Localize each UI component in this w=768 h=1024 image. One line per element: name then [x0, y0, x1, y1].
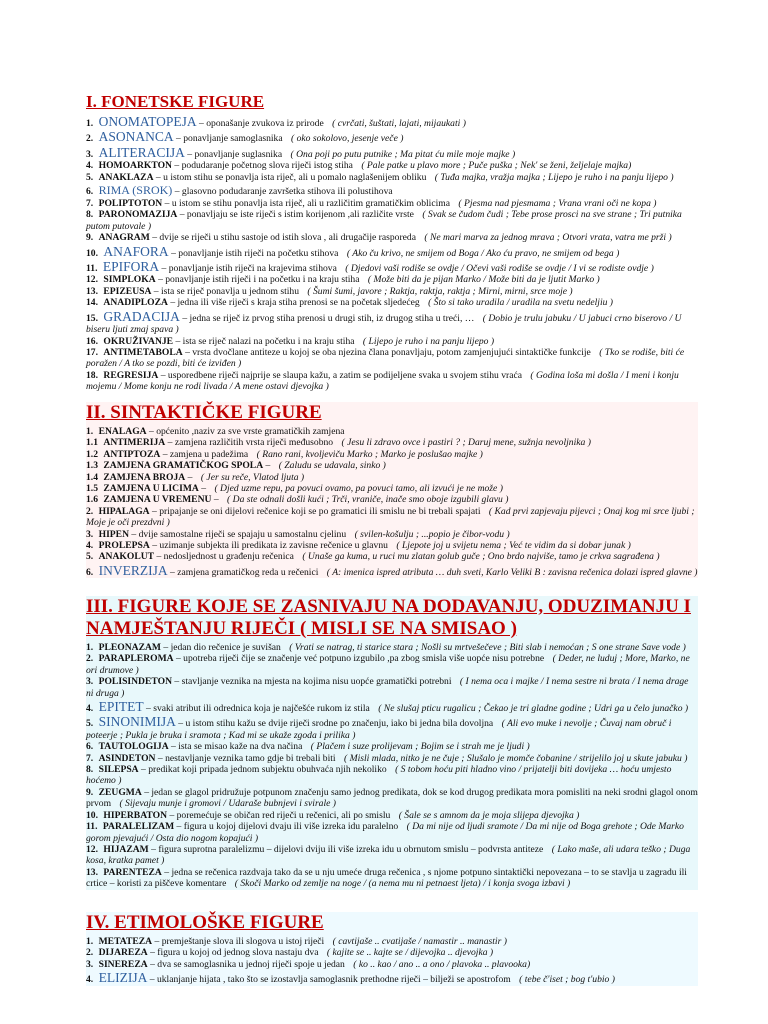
figure-item [86, 198, 698, 209]
figure-description: – predikat koji pripada jednom subjektu obuhvaća njih nekoliko [141, 764, 387, 776]
figure-example: ( Ne slušaj pticu rugalicu ; Čekao je tri gladne godine ; Udri ga u čelo junačko ) [378, 703, 689, 715]
item-number: 8. [86, 209, 94, 221]
item-number: 1.1 [86, 437, 98, 449]
figure-term: PLEONAZAM [98, 642, 161, 653]
figure-term: ZAMJENA U LICIMA [103, 483, 199, 495]
item-number: 1.2 [86, 448, 98, 460]
figure-item [86, 714, 698, 741]
item-number: 3. [86, 148, 94, 160]
figure-description: – ista se riječ nalazi na početku i na kraju stiha [175, 335, 355, 347]
figure-term: INVERZIJA [98, 562, 168, 578]
figure-item [86, 259, 698, 274]
figure-term: DIJAREZA [98, 947, 148, 959]
item-number: 1.3 [86, 460, 98, 472]
figure-description: – [213, 494, 219, 506]
figure-item [86, 297, 698, 308]
figure-term: ASINDETON [98, 752, 156, 764]
figure-description: – glasovno podudaranje završetka stihova ili polustihova [174, 186, 393, 198]
figure-term: PARONOMAZIJA [98, 209, 178, 221]
section-sintakticke-figure [86, 402, 698, 578]
figure-item [86, 172, 698, 183]
figure-example: ( tebe č'iset ; bog t'ubio ) [519, 974, 615, 986]
figure-description: – figura u kojoj od jednog slova nastaju dva [150, 947, 319, 959]
figure-item [86, 947, 698, 958]
item-number: 2. [86, 947, 94, 959]
figure-example: ( Šumi šumi, javore ; Raktja, raktja, raktja ; Mirni, mirni, srce moje ) [307, 285, 573, 297]
figure-item [86, 129, 698, 144]
figure-description: – oponašanje zvukova iz prirode [199, 118, 324, 129]
figure-item [86, 286, 698, 297]
figure-term: HIJAZAM [103, 843, 149, 855]
figure-term: ZAMJENA U VREMENU [103, 494, 212, 506]
item-number: 5. [86, 718, 94, 730]
figure-item [86, 506, 698, 529]
figure-example: ( Jer su reče, Vlatod ljuta ) [200, 471, 305, 483]
figure-term: PROLEPSA [98, 540, 150, 552]
figure-description: – figura suprotna paralelizmu – dijelovi dviju ili više izreka idu u obrnutom smislu – podvrsta antiteze [151, 843, 544, 855]
figure-list [86, 426, 698, 578]
figure-term: PARAPLEROMA [98, 653, 174, 665]
figure-term: SIMPLOKA [103, 274, 156, 286]
figure-description: – stavljanje veznika na mjesta na kojima nisu uopće gramatički potrebni [174, 676, 452, 688]
item-number: 9. [86, 786, 94, 798]
figure-example: ( Ali evo muke i nevolje ; Čuvaj nam obruč i poteerje ; Pukla je bruka i sramota ; Kad mi se ukaže zgoda i prilika ) [86, 718, 672, 741]
item-number: 10. [86, 809, 98, 821]
section-fonetske-figure [86, 92, 698, 393]
figure-item [86, 753, 698, 764]
figure-example: ( ko .. kao / ano .. a ono / plavoka .. plavooka) [353, 958, 531, 970]
figure-term: REGRESIJA [103, 369, 159, 381]
figure-description: – ponavljanje istih riječi na početku stihova [171, 247, 339, 259]
figure-item [86, 460, 698, 471]
section-dodavanje-oduzimanje [86, 596, 698, 890]
item-number: 1.4 [86, 471, 98, 483]
figure-term: ANAFORA [103, 243, 169, 259]
figure-item [86, 970, 698, 985]
figure-item [86, 959, 698, 970]
figure-term: METATEZA [98, 936, 153, 947]
figure-term: RIMA (SROK) [98, 183, 173, 198]
figure-example: ( Djed uzme repu, pa povuci ovamo, pa povuci tamo, ali izvući je ne može ) [214, 483, 503, 495]
figure-item [86, 370, 698, 393]
figure-item [86, 844, 698, 867]
figure-example: ( kajite se .. kajte se / dijevojka .. djevojka ) [326, 947, 494, 959]
figure-item [86, 426, 698, 437]
figure-item [86, 145, 698, 160]
figure-example: ( Ona poji po putu putnike ; Ma pitat ću mile moje majke ) [290, 148, 516, 160]
figure-description: – uzimanje subjekta ili predikata iz zavisne rečenice u glavnu [152, 540, 388, 552]
section-heading: II. SINTAKTIČKE FIGURE [86, 402, 322, 423]
figure-description: – dvije se riječi u stihu sastoje od istih slova , ali drugačije rasporeda [152, 232, 416, 244]
item-number: 4. [86, 974, 94, 986]
item-number: 11. [86, 263, 98, 275]
figure-list [86, 936, 698, 986]
figure-item [86, 867, 698, 890]
figure-item [86, 540, 698, 551]
figure-term: ANAKOLUT [98, 551, 155, 563]
figure-item [86, 483, 698, 494]
figure-example: ( Tuđa majka, vražja majka ; Lijepo je ruho i na panju lijepo ) [434, 171, 674, 183]
figure-example: ( cvrčati, šuštati, lajati, mijaukati ) [332, 118, 466, 129]
figure-item [86, 821, 698, 844]
figure-description: – zamjena gramatičkog reda u rečenici [170, 566, 319, 578]
figure-term: HIPEN [98, 528, 129, 540]
figure-example: ( Plačem i suze prolijevam ; Bojim se i strah me je ljudi ) [310, 741, 530, 753]
figure-description: – uklanjanje hijata , tako što se izostavlja samoglasnik prethodne riječi – bilježi se apostrofom [149, 974, 511, 986]
figure-item [86, 699, 698, 714]
figure-description: – nedosljednost u građenju rečenica [156, 551, 294, 563]
figure-example: ( Jesu li zdravo ovce i pastiri ? ; Daruj mene, sužnja nevoljnika ) [341, 437, 591, 449]
figure-item [86, 244, 698, 259]
figure-term: HOMOARKTON [98, 160, 172, 172]
figure-example: ( Vrati se natrag, ti starice stara ; Nošli su mrtvešečeve ; Biti slab i nemoćan ; S one strane Save vode ) [289, 642, 686, 653]
figure-term: GRADACIJA [103, 308, 180, 324]
figure-description: – u istom se stihu ponavlja ista riječ, ali u različitim gramatičkim oblicima [164, 198, 450, 210]
item-number: 5. [86, 551, 94, 563]
item-number: 5. [86, 171, 94, 183]
figure-description: – u istom stihu kažu se dvije riječi srodne po značenju, iako bi jedna bila dovoljna [178, 718, 494, 730]
figure-description: – figura u kojoj dijelovi dvaju ili više izreka idu paralelno [176, 821, 399, 833]
figure-example: ( A: imenica ispred atributa … duh sveti, Karlo Veliki B : zavisna rečenica dolazi ispred glavne ) [326, 566, 698, 578]
item-number: 4. [86, 703, 94, 715]
figure-description: – dvije samostalne riječi se spajaju u samostalnu cjelinu [131, 528, 347, 540]
figure-description: – zamjena različitih vrsta riječi međusobno [167, 437, 334, 449]
figure-term: EPIFORA [102, 259, 160, 275]
section-heading: III. FIGURE KOJE SE ZASNIVAJU NA DODAVANJU, ODUZIMANJU I NAMJEŠTANJU RIJEČI ( MISLI SE NA SMISAO ) [86, 596, 691, 639]
figure-term: ZAMJENA GRAMATIČKOG SPOLA [103, 460, 264, 472]
figure-description: – svaki atribut ili odrednica koja je najčešće rukom iz stila [146, 703, 370, 715]
section-etimoloske-figure [86, 912, 698, 986]
section-heading: IV. ETIMOLOŠKE FIGURE [86, 912, 324, 933]
figure-item [86, 449, 698, 460]
item-number: 6. [86, 741, 94, 753]
figure-example: ( I nema oca i majke / I nema sestre ni brata / I nema drage ni druga ) [86, 676, 689, 699]
item-number: 13. [86, 285, 98, 297]
figure-term: ANADIPLOZA [103, 297, 168, 309]
figure-example: ( Skoči Marko od zemlje na noge / (a nema mu ni petnaest ljeta) / i konja svoga izbavi ) [234, 878, 571, 890]
figure-item [86, 160, 698, 171]
figure-description: – ista se misao kaže na dva načina [171, 741, 303, 753]
item-number: 1.5 [86, 483, 98, 495]
figure-item [86, 936, 698, 947]
figure-example: ( Unaše ga kuma, u ruci mu zlatan golub guče ; Ono brdo najviše, tamo je crkva sagrađena ) [302, 551, 660, 563]
figure-example: ( Rano rani, kvoljeviču Marko ; Marko je poslušao majke ) [256, 448, 483, 460]
figure-example: ( Lako maše, ali udara teško ; Duga kosa, kratka pamet ) [86, 843, 691, 867]
item-number: 8. [86, 764, 94, 776]
figure-list [86, 642, 698, 890]
figure-item [86, 529, 698, 540]
item-number: 3. [86, 528, 94, 540]
figure-list [86, 114, 698, 393]
figure-example: ( Kad prvi zapjevaju pijevci ; Onaj kog mi srce ljubi ; Moje je oči prezdvni ) [86, 505, 695, 529]
figure-term: ANTIMERIJA [103, 437, 166, 449]
item-number: 18. [86, 369, 98, 381]
figure-example: ( Ljepote joj u svijetu nema ; Već te vidim da si dobar junak ) [396, 540, 631, 552]
figure-term: EPIZEUSA [103, 285, 152, 297]
figure-description: – ponavljanje istih riječi i na početku i na kraju stiha [158, 274, 360, 286]
figure-term: SINEREZA [98, 958, 148, 970]
item-number: 1. [86, 118, 94, 129]
figure-term: ONOMATOPEJA [98, 114, 197, 129]
section-heading: I. FONETSKE FIGURE [86, 92, 265, 111]
figure-description: – ista se riječ ponavlja u jednom stihu [153, 285, 300, 297]
figure-example: ( Ako ču krivo, ne smijem od Boga / Ako ću pravo, ne smijem od bega ) [346, 247, 620, 259]
figure-description: – podudaranje početnog slova riječi istog stiha [174, 160, 353, 172]
figure-item [86, 653, 698, 676]
item-number: 1.6 [86, 494, 98, 506]
figure-example: ( Da ste odnali došli kući ; Trči, vraniče, inače smo oboje izgubili glavu ) [227, 494, 509, 506]
figure-description: – vrsta dvočlane antiteze u kojoj se oba njezina člana ponavljaju, potom zamjenjujući sintaktičke funkcije [185, 346, 591, 358]
figure-example: ( Zaludu se udavala, sinko ) [278, 460, 386, 472]
item-number: 2. [86, 505, 94, 517]
figure-term: ANTIPTOZA [103, 448, 161, 460]
figure-term: EPITET [98, 699, 144, 715]
figure-term: TAUTOLOGIJA [98, 741, 169, 753]
item-number: 14. [86, 297, 98, 309]
figure-item [86, 347, 698, 370]
figure-description: – poremećuje se običan red riječi u rečenici, ali po smislu [169, 809, 391, 821]
item-number: 6. [86, 186, 94, 198]
figure-description: – dva se samoglasnika u jednoj riječi spoje u jedan [150, 958, 345, 970]
item-number: 1. [86, 936, 94, 947]
figure-description: – u istom stihu se ponavlja ista riječ, ali u pomalo naglašenijem obliku [155, 171, 427, 183]
figure-description: – ponavljanje istih riječi na krajevima stihova [161, 263, 337, 275]
figure-term: PARALELIZAM [102, 821, 175, 833]
figure-example: ( Lijepo je ruho i na panju lijepo ) [362, 335, 495, 347]
figure-example: ( Pjesma nad pjesmama ; Vrana vrani oči ne kopa ) [458, 198, 657, 210]
figure-description: – jedan se glagol pridružuje potpunom značenju samo jednog predikata, dok se kod drugog predikata mora pomisliti na neki srodni glagol onom prvom [86, 786, 698, 810]
figure-example: ( Ne mari marva za jednog mrava ; Otvori vrata, vatra me prži ) [424, 232, 672, 244]
item-number: 1. [86, 426, 94, 437]
item-number: 16. [86, 335, 98, 347]
item-number: 10. [86, 247, 98, 259]
figure-example: ( S tobom hoću piti hladno vino / prijatelji biti dovijeka … hoću umjesto hoćemo ) [86, 764, 672, 787]
figure-item [86, 437, 698, 448]
figure-item [86, 232, 698, 243]
item-number: 12. [86, 843, 98, 855]
figure-example: ( Godina loša mi došla / I meni i konju mojemu / Mome konju ne rodi livada / A mene ostavi djevojka ) [86, 369, 679, 393]
figure-item [86, 114, 698, 129]
figure-description: – ponavljanje suglasnika [187, 148, 283, 160]
figure-description: – zamjena u padežima [162, 448, 249, 460]
figure-description: – ponavljaju se iste riječi s istim korijenom ,ali različite vrste [179, 209, 414, 221]
figure-example: ( Šale se s amnom da je moja slijepa djevojka ) [398, 809, 580, 821]
figure-description: – jedna se rečenica razdvaja tako da se u nju umeće druga rečenica , s njome potpuno sintaktički nepovezana – to se stavlja u zagradu ili crtice – koristi za piščeve komentare [86, 866, 687, 890]
figure-item [86, 810, 698, 821]
figure-item [86, 764, 698, 787]
figure-term: POLIPTOTON [98, 198, 163, 210]
figure-term: PARENTEZA [103, 866, 162, 878]
figure-example: ( Misli mlada, nitko je ne čuje ; Slušalo je momče čobanine / strijelilo joj u skute jabuku ) [344, 752, 688, 764]
figure-description: – ponavljanje samoglasnika [176, 133, 283, 145]
figure-term: SILEPSA [98, 764, 139, 776]
figure-example: ( Pale patke u plavo more ; Puče puška ; Nek' se ženi, željelaje majka) [361, 160, 632, 172]
figure-term: ZEUGMA [98, 786, 142, 798]
figure-item [86, 787, 698, 810]
figure-example: ( Može biti da je pijan Marko / Može biti da je ljutit Marko ) [367, 274, 600, 286]
figure-term: HIPALAGA [98, 505, 150, 517]
figure-description: – usporedbene riječi najprije se slaupa kažu, a zatim se podijeljene svaka u svojem stihu vraća [160, 369, 522, 381]
figure-description: – [187, 471, 193, 483]
figure-description: – jedna se riječ iz prvog stiha prenosi u drugi stih, iz drugog stiha u treći, … [182, 312, 475, 324]
figure-example: ( oko sokolovo, jesenje veče ) [291, 133, 404, 145]
figure-term: ASONANCA [98, 129, 174, 145]
figure-item [86, 472, 698, 483]
figure-description: – jedan dio rečenice je suvišan [163, 642, 281, 653]
figure-example: ( Što si tako uradila / uradila na svetu nedeljiu ) [428, 297, 614, 309]
figure-term: ENALAGA [98, 426, 147, 437]
figure-description: – upotreba riječi čije se značenje već potpuno izgubilo ,pa zbog smisla više uopće nisu potrebne [175, 653, 545, 665]
figure-term: ANTIMETABOLA [103, 346, 183, 358]
item-number: 7. [86, 752, 94, 764]
figure-term: ELIZIJA [98, 970, 148, 986]
figure-description: – pripajanje se oni dijelovi rečenice koji se po gramatici ili smislu ne bi trebali spajati [152, 505, 481, 517]
figure-item [86, 309, 698, 336]
figure-item [86, 676, 698, 699]
figure-description: – jedna ili više riječi s kraja stiha prenosi se na početak sljedećeg [170, 297, 420, 309]
figure-description: – [265, 460, 271, 472]
figure-term: ALITERACIJA [98, 144, 185, 160]
item-number: 4. [86, 160, 94, 172]
item-number: 4. [86, 540, 94, 552]
item-number: 2. [86, 133, 94, 145]
figure-example: ( svilen-košulju ; ...popio je čibor-vodu ) [354, 528, 510, 540]
item-number: 13. [86, 866, 98, 878]
figure-term: ANAKLAZA [98, 171, 154, 183]
figure-item [86, 741, 698, 752]
figure-example: ( Deder, ne luduj ; More, Marko, ne ori drumove ) [86, 653, 690, 676]
figure-term: SINONIMIJA [98, 714, 176, 730]
figure-term: ANAGRAM [98, 232, 150, 244]
item-number: 2. [86, 653, 94, 665]
figure-item [86, 336, 698, 347]
figure-example: ( Sijevaju munje i gromovi / Udaraše bubnjevi i svirale ) [119, 798, 336, 810]
item-number: 6. [86, 566, 94, 578]
figure-description: – općenito ,naziv za sve vrste gramatičkih zamjena [149, 426, 345, 437]
figure-example: ( Dobio je trulu jabuku / U jabuci crno biserovo / U biseru ljuti zmaj spava ) [86, 312, 682, 336]
item-number: 1. [86, 642, 94, 653]
item-number: 3. [86, 958, 94, 970]
figure-item [86, 183, 698, 198]
figure-term: ZAMJENA BROJA [103, 471, 186, 483]
figure-example: ( cavtijaše .. cvatijaše / namastir .. manastir ) [332, 936, 507, 947]
figure-example: ( Tko se rodiše, biti će poražen / A tko se pozdi, biti će izviđen ) [86, 346, 685, 370]
figure-description: – premještanje slova ili slogova u istoj riječi [154, 936, 325, 947]
figure-description: – nestavljanje veznika tamo gdje bi trebali biti [157, 752, 336, 764]
figure-example: ( Djedovi vaši rodiše se ovdje / Očevi vaši rodiše se ovdje / I vi se rodiste ovdje ) [345, 263, 654, 275]
figure-term: OKRUŽIVANJE [103, 335, 174, 347]
item-number: 9. [86, 232, 94, 244]
figure-term: HIPERBATON [103, 809, 168, 821]
figure-item [86, 563, 698, 578]
figure-item [86, 551, 698, 562]
figure-item [86, 494, 698, 505]
figure-example: ( Svak se čudom čudi ; Tebe prose prosci na sve strane ; Tri putnika putom putovale ) [86, 209, 682, 232]
figure-term: POLISINDETON [98, 676, 173, 688]
figure-item [86, 274, 698, 285]
item-number: 12. [86, 274, 98, 286]
item-number: 3. [86, 676, 94, 688]
item-number: 11. [86, 821, 98, 833]
item-number: 17. [86, 346, 98, 358]
item-number: 7. [86, 198, 94, 210]
figure-item [86, 642, 698, 653]
figure-example: ( Da mi nije od ljudi sramote / Da mi nije od Boga grehote ; Ode Marko gorom pjevajući / Osta dio nogom kopajući ) [86, 821, 684, 844]
figure-description: – [201, 483, 207, 495]
item-number: 15. [86, 312, 98, 324]
figure-item [86, 209, 698, 232]
